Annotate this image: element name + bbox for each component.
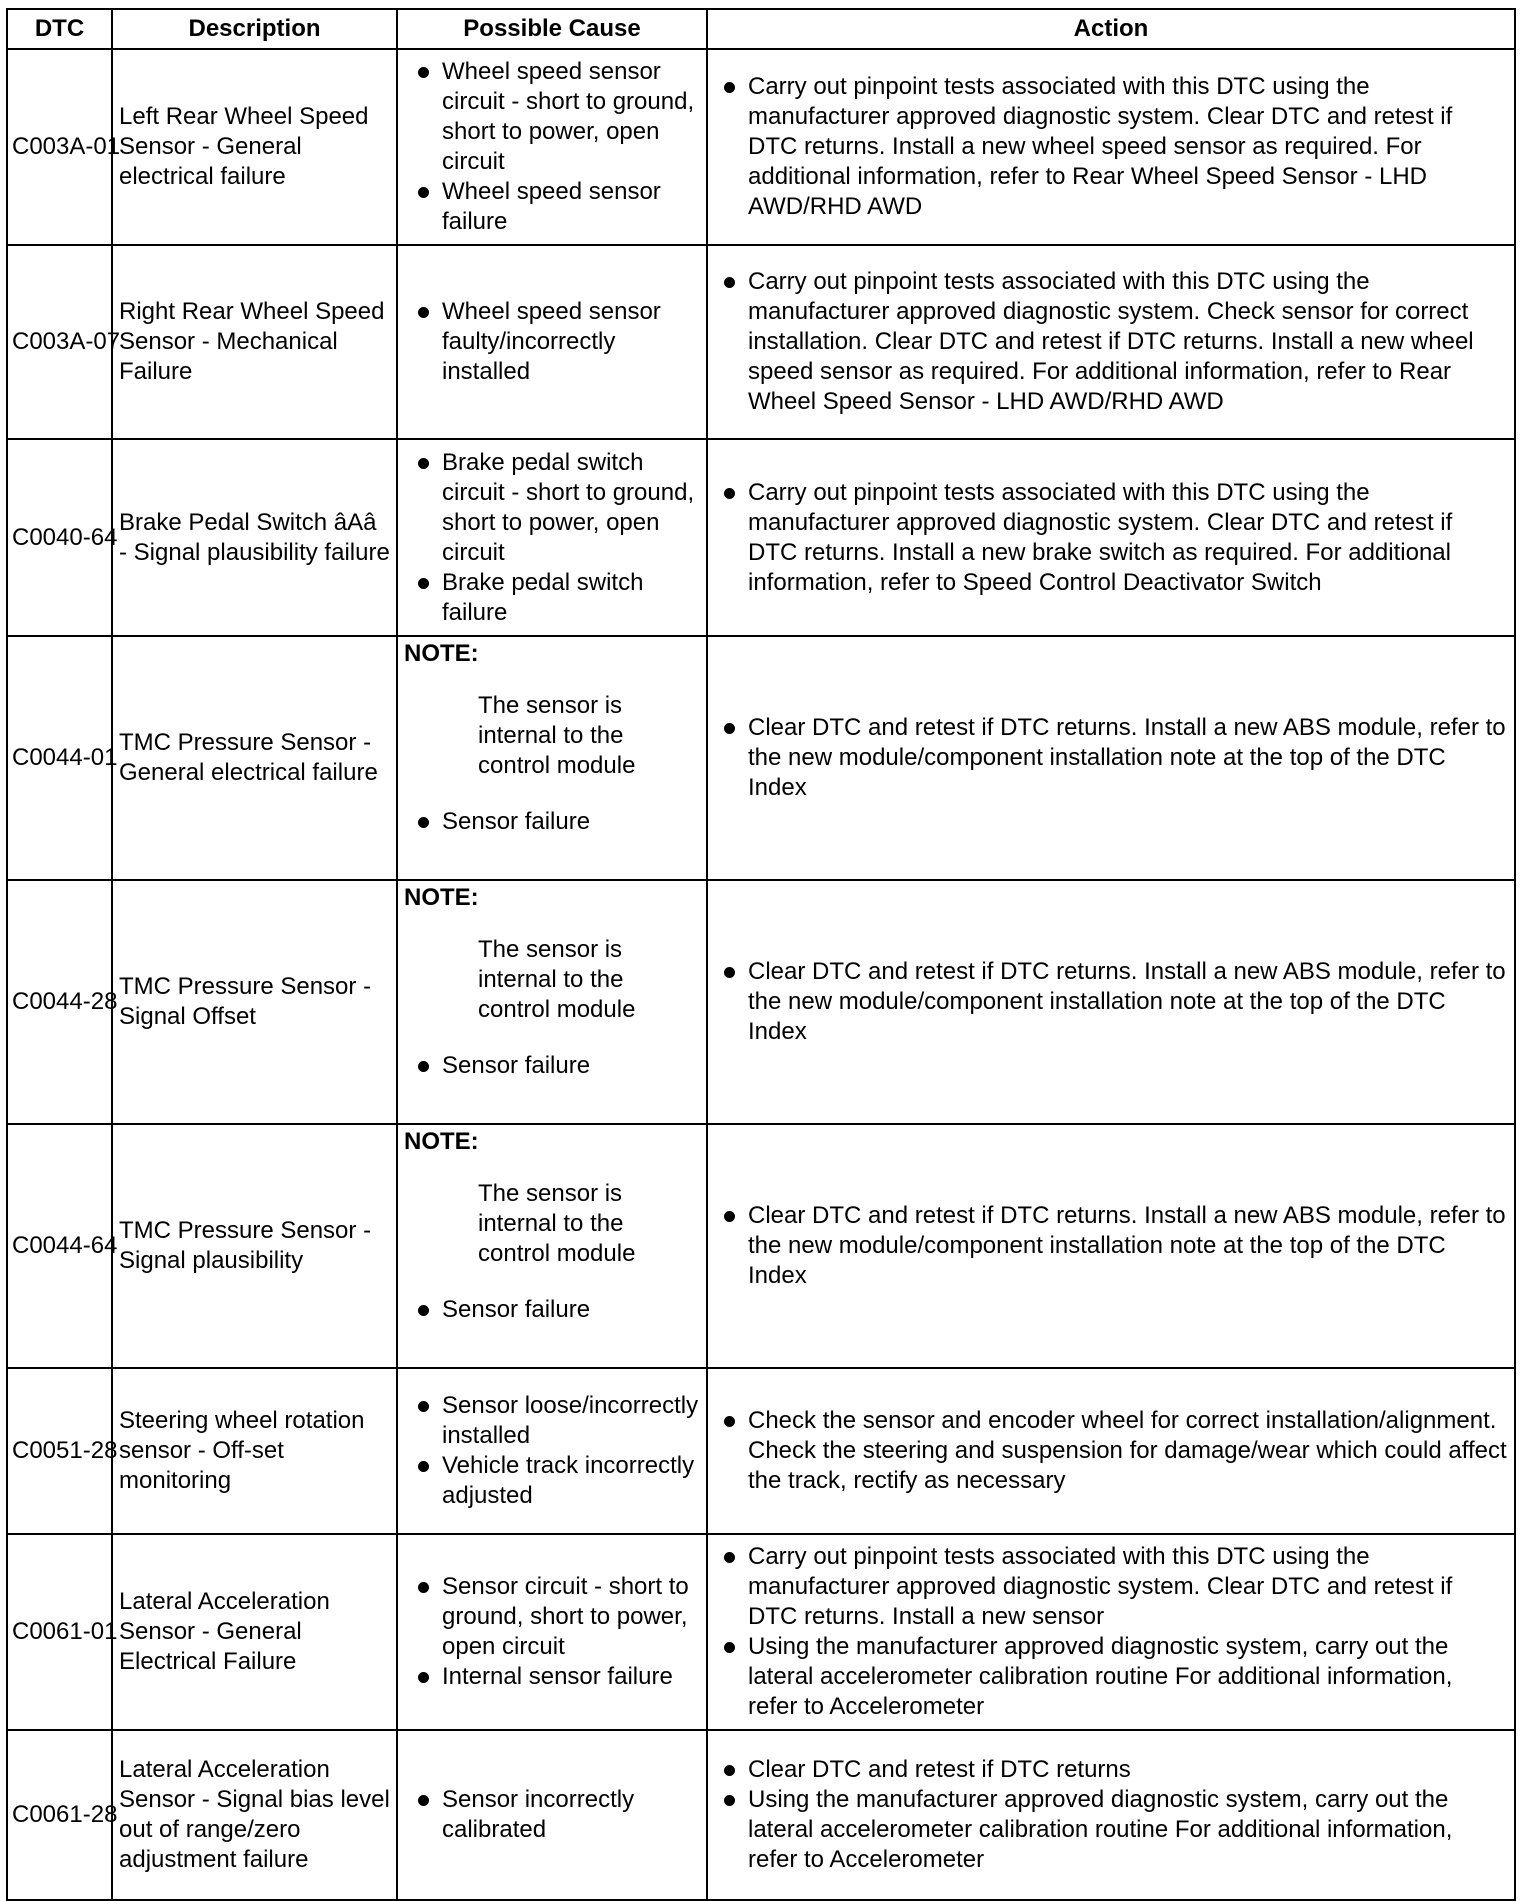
possible-cause-cell [397, 1124, 707, 1368]
cause-item: Wheel speed sensor circuit - short to ground, short to power, open circuit [404, 57, 700, 177]
possible-cause-cell [397, 245, 707, 439]
table-row [7, 1534, 1515, 1730]
table-row [7, 1368, 1515, 1534]
dtc-description: TMC Pressure Sensor - General electrical failure [112, 636, 397, 880]
note-label: NOTE: [404, 640, 479, 667]
dtc-code: C003A-07 [7, 245, 112, 439]
dtc-description: TMC Pressure Sensor - Signal plausibility [112, 1124, 397, 1368]
header-possible-cause: Possible Cause [397, 9, 707, 49]
action-item: Using the manufacturer approved diagnostic system, carry out the lateral accelerometer calibration routine For additional information, refer to Accelerometer [714, 1632, 1508, 1722]
action-item: Carry out pinpoint tests associated with this DTC using the manufacturer approved diagnostic system. Clear DTC and retest if DTC returns. Install a new brake switch as required. For additional information, refer to Speed Control Deactivator Switch [714, 478, 1508, 598]
table-row [7, 245, 1515, 439]
dtc-document [6, 8, 1514, 1901]
action-item: Clear DTC and retest if DTC returns. Install a new ABS module, refer to the new module/component installation note at the top of the DTC Index [714, 1201, 1508, 1291]
table-row [7, 1124, 1515, 1368]
dtc-description: Lateral Acceleration Sensor - Signal bias level out of range/zero adjustment failure [112, 1730, 397, 1900]
table-row [7, 49, 1515, 245]
cause-item: Wheel speed sensor failure [404, 177, 700, 237]
cause-item: Sensor incorrectly calibrated [404, 1785, 700, 1845]
dtc-code: C0051-28 [7, 1368, 112, 1534]
action-item: Carry out pinpoint tests associated with this DTC using the manufacturer approved diagnostic system. Clear DTC and retest if DTC returns. Install a new sensor [714, 1542, 1508, 1632]
dtc-code: C0040-64 [7, 439, 112, 636]
cause-item: Sensor failure [404, 1295, 700, 1325]
possible-cause-cell [397, 49, 707, 245]
action-cell [707, 1730, 1515, 1900]
note-label: NOTE: [404, 1128, 479, 1155]
possible-cause-cell [397, 439, 707, 636]
table-row [7, 439, 1515, 636]
action-cell [707, 245, 1515, 439]
table-header-row [7, 9, 1515, 49]
dtc-description: TMC Pressure Sensor - Signal Offset [112, 880, 397, 1124]
possible-cause-cell [397, 1368, 707, 1534]
dtc-table [6, 8, 1516, 1901]
note-text: The sensor is internal to the control module [478, 692, 636, 779]
action-item: Using the manufacturer approved diagnostic system, carry out the lateral accelerometer calibration routine For additional information, refer to Accelerometer [714, 1785, 1508, 1875]
dtc-code: C0061-01 [7, 1534, 112, 1730]
cause-item: Wheel speed sensor faulty/incorrectly installed [404, 297, 700, 387]
dtc-description: Brake Pedal Switch âAâ - Signal plausibility failure [112, 439, 397, 636]
action-cell [707, 439, 1515, 636]
possible-cause-cell [397, 880, 707, 1124]
cause-item: Sensor loose/incorrectly installed [404, 1391, 700, 1451]
cause-item: Sensor failure [404, 807, 700, 837]
cause-item: Sensor failure [404, 1051, 700, 1081]
dtc-code: C0044-28 [7, 880, 112, 1124]
dtc-code: C0044-64 [7, 1124, 112, 1368]
dtc-code: C0061-28 [7, 1730, 112, 1900]
dtc-description: Right Rear Wheel Speed Sensor - Mechanical Failure [112, 245, 397, 439]
cause-item: Sensor circuit - short to ground, short to power, open circuit [404, 1572, 700, 1662]
note-text: The sensor is internal to the control module [478, 1180, 636, 1267]
action-cell [707, 1534, 1515, 1730]
cause-item: Brake pedal switch failure [404, 568, 700, 628]
dtc-description: Lateral Acceleration Sensor - General Electrical Failure [112, 1534, 397, 1730]
action-item: Clear DTC and retest if DTC returns [714, 1755, 1508, 1785]
table-row [7, 636, 1515, 880]
action-cell [707, 49, 1515, 245]
possible-cause-cell [397, 636, 707, 880]
cause-item: Brake pedal switch circuit - short to ground, short to power, open circuit [404, 448, 700, 568]
header-action: Action [707, 9, 1515, 49]
action-cell [707, 1368, 1515, 1534]
note-label: NOTE: [404, 884, 479, 911]
header-description: Description [112, 9, 397, 49]
possible-cause-cell [397, 1534, 707, 1730]
action-item: Carry out pinpoint tests associated with this DTC using the manufacturer approved diagnostic system. Check sensor for correct installation. Clear DTC and retest if DTC returns. Install a new wheel speed sensor as required. For additional information, refer to Rear Wheel Speed Sensor - LHD AWD/RHD AWD [714, 267, 1508, 417]
dtc-code: C0044-01 [7, 636, 112, 880]
dtc-description: Steering wheel rotation sensor - Off-set monitoring [112, 1368, 397, 1534]
cause-item: Vehicle track incorrectly adjusted [404, 1451, 700, 1511]
cause-item: Internal sensor failure [404, 1662, 700, 1692]
possible-cause-cell [397, 1730, 707, 1900]
table-row [7, 1730, 1515, 1900]
action-item: Clear DTC and retest if DTC returns. Install a new ABS module, refer to the new module/component installation note at the top of the DTC Index [714, 713, 1508, 803]
action-item: Check the sensor and encoder wheel for correct installation/alignment. Check the steering and suspension for damage/wear which could affect the track, rectify as necessary [714, 1406, 1508, 1496]
action-cell [707, 636, 1515, 880]
action-item: Clear DTC and retest if DTC returns. Install a new ABS module, refer to the new module/component installation note at the top of the DTC Index [714, 957, 1508, 1047]
header-dtc: DTC [7, 9, 112, 49]
note-text: The sensor is internal to the control module [478, 936, 636, 1023]
dtc-description: Left Rear Wheel Speed Sensor - General electrical failure [112, 49, 397, 245]
action-cell [707, 1124, 1515, 1368]
action-cell [707, 880, 1515, 1124]
table-row [7, 880, 1515, 1124]
action-item: Carry out pinpoint tests associated with this DTC using the manufacturer approved diagnostic system. Clear DTC and retest if DTC returns. Install a new wheel speed sensor as required. For additional information, refer to Rear Wheel Speed Sensor - LHD AWD/RHD AWD [714, 72, 1508, 222]
dtc-code: C003A-01 [7, 49, 112, 245]
